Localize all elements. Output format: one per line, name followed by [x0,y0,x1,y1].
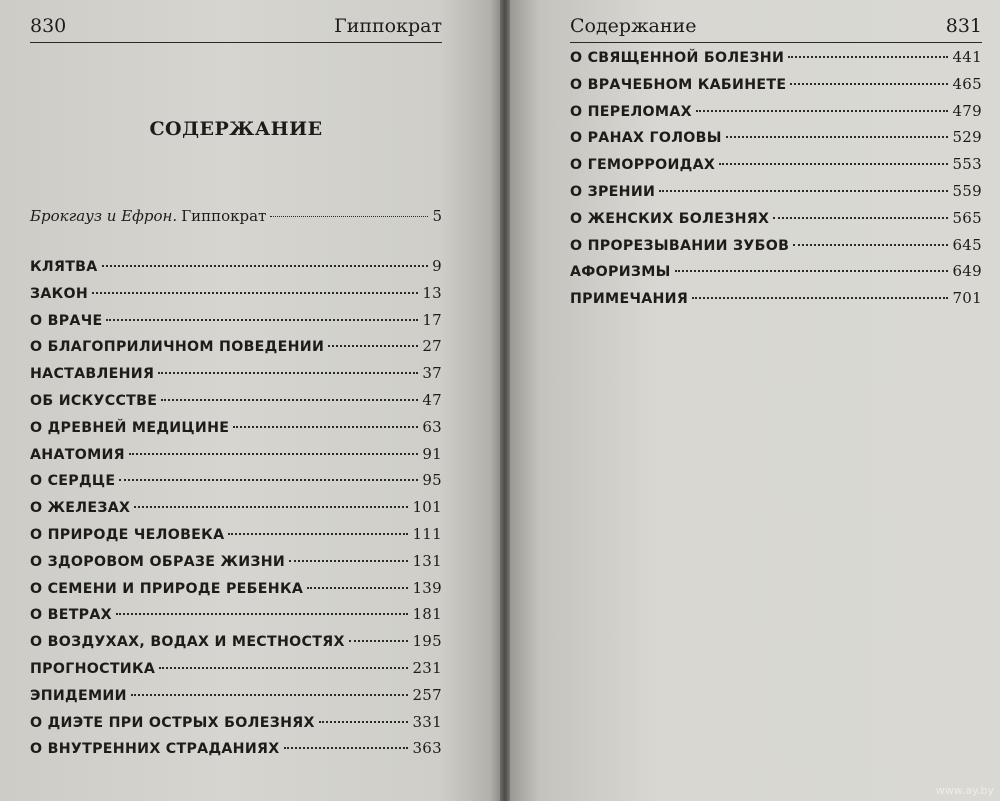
intro-entry [30,207,442,225]
dot-leader [659,190,948,192]
toc-entry-label: О ПРИРОДЕ ЧЕЛОВЕКА [30,526,225,543]
dot-leader [131,694,409,696]
toc-entry-page: 645 [952,235,982,254]
left-page-header [30,10,442,43]
toc-entry-page: 553 [952,155,982,174]
dot-leader [129,453,418,455]
toc-entry-page: 47 [422,390,442,409]
toc-entry-page: 701 [952,289,982,308]
toc-entry-page: 27 [422,337,442,356]
toc-entry-page: 131 [412,551,442,570]
toc-entry-page: 91 [422,444,442,463]
toc-entry [30,387,442,414]
dot-leader [233,426,418,428]
dot-leader [161,399,418,401]
toc-entry [30,709,442,736]
toc-entry-label: О ВОЗДУХАХ, ВОДАХ И МЕСТНОСТЯХ [30,634,345,651]
toc-entry-label: О СЕМЕНИ И ПРИРОДЕ РЕБЕНКА [30,580,304,597]
toc-entry-label: О ПЕРЕЛОМАХ [570,103,692,120]
toc-entry-page: 139 [412,578,442,597]
toc-entry-label: АНАТОМИЯ [30,446,125,463]
toc-entry-label: О ГЕМОРРОИДАХ [570,157,716,174]
toc-entry [30,360,442,387]
toc-entry-label: ЗАКОН [30,285,89,302]
toc-entry-page: 111 [412,524,442,543]
toc-entry [30,280,442,307]
dot-leader [158,372,418,374]
toc-entry-page: 101 [412,498,442,517]
toc-entry-page: 331 [412,712,442,731]
toc-entry-label: КЛЯТВА [30,259,98,275]
toc-entry-label: О ВРАЧЕБНОМ КАБИНЕТЕ [570,76,787,93]
toc-entry [570,71,982,98]
toc-entry-label: О РАНАХ ГОЛОВЫ [570,130,722,147]
toc-entry [570,232,982,259]
toc-entry [570,44,982,71]
toc-entry-label: О ВРАЧЕ [30,312,103,329]
toc-entry-page: 559 [952,181,982,200]
running-title: Гиппократ [334,15,442,37]
dot-leader [719,163,948,165]
toc-list-left [30,253,442,762]
dot-leader [773,217,948,219]
toc-entry [30,601,442,628]
intro-title: Гиппократ [181,207,267,225]
toc-entry [30,655,442,682]
running-title: Содержание [570,15,697,37]
toc-entry [570,151,982,178]
toc-entry [570,205,982,232]
dot-leader [328,345,418,347]
dot-leader [307,587,408,589]
toc-entry-label: АФОРИЗМЫ [570,264,671,281]
dot-leader [228,533,408,535]
toc-entry [30,441,442,468]
toc-entry-page: 231 [412,658,442,677]
dot-leader [134,506,408,508]
toc-entry-label: О ДРЕВНЕЙ МЕДИЦИНЕ [30,419,230,436]
dot-leader [270,216,428,217]
toc-entry-label: О ЖЕЛЕЗАХ [30,500,131,517]
toc-entry [570,258,982,285]
page-number: 830 [30,15,67,37]
toc-entry [30,494,442,521]
dot-leader [788,56,948,58]
right-page-header [570,10,982,43]
toc-entry-page: 195 [412,632,442,651]
toc-entry [30,307,442,334]
toc-entry-page: 17 [422,310,442,329]
toc-entry [30,414,442,441]
dot-leader [790,83,948,85]
toc-entry-page: 13 [422,283,442,302]
toc-entry [570,98,982,125]
page-number: 831 [945,15,982,37]
toc-entry-label: О ЗРЕНИИ [570,183,656,200]
toc-entry-label: О ПРОРЕЗЫВАНИИ ЗУБОВ [570,237,790,254]
toc-entry-page: 63 [422,417,442,436]
toc-entry-page: 529 [952,128,982,147]
dot-leader [289,560,408,562]
toc-list-right [570,44,982,312]
dot-leader [793,244,948,246]
toc-entry-label: О БЛАГОПРИЛИЧНОМ ПОВЕДЕНИИ [30,339,325,356]
toc-entry-page: 465 [952,74,982,93]
toc-entry-page: 257 [412,685,442,704]
toc-entry-label: О ВЕТРАХ [30,607,112,624]
dot-leader [675,270,949,272]
toc-entry [30,628,442,655]
toc-entry-label: ЭПИДЕМИИ [30,687,127,704]
dot-leader [92,292,418,294]
toc-entry-label: О ДИЭТЕ ПРИ ОСТРЫХ БОЛЕЗНЯХ [30,714,315,731]
toc-entry-page: 441 [952,48,982,66]
intro-page: 5 [432,207,442,225]
dot-leader [696,110,949,112]
toc-entry [30,333,442,360]
toc-entry [30,575,442,602]
dot-leader [726,136,949,138]
toc-entry [30,735,442,762]
toc-entry-page: 649 [952,262,982,281]
toc-entry-page: 37 [422,364,442,383]
toc-entry-page: 181 [412,605,442,624]
toc-entry-label: НАСТАВЛЕНИЯ [30,366,155,383]
dot-leader [349,640,409,642]
toc-entry-page: 95 [422,471,442,490]
toc-entry [30,682,442,709]
dot-leader [106,319,418,321]
toc-entry-label: ПРОГНОСТИКА [30,660,156,677]
toc-entry-page: 9 [432,257,442,275]
toc-entry-label: О СВЯЩЕННОЙ БОЛЕЗНИ [570,50,785,66]
toc-entry-page: 479 [952,101,982,120]
intro-author: Брокгауз и Ефрон. [30,207,178,225]
dot-leader [102,265,429,267]
toc-entry-page: 565 [952,208,982,227]
dot-leader [692,297,948,299]
watermark: www.ay.by [935,784,994,797]
section-title: СОДЕРЖАНИЕ [149,118,323,140]
toc-entry-label: О ЗДОРОВОМ ОБРАЗЕ ЖИЗНИ [30,553,286,570]
toc-entry-label: О СЕРДЦЕ [30,473,116,490]
dot-leader [116,613,409,615]
dot-leader [284,747,409,749]
toc-entry-page: 363 [412,739,442,758]
book-gutter [500,0,510,801]
dot-leader [119,479,418,481]
toc-entry [570,178,982,205]
toc-entry-label: ОБ ИСКУССТВЕ [30,392,158,409]
toc-entry-label: ПРИМЕЧАНИЯ [570,291,689,308]
toc-entry [570,285,982,312]
toc-entry-label: О ВНУТРЕННИХ СТРАДАНИЯХ [30,741,280,758]
toc-entry [570,124,982,151]
toc-entry-label: О ЖЕНСКИХ БОЛЕЗНЯХ [570,210,770,227]
toc-entry [30,467,442,494]
right-page [510,0,1000,801]
toc-entry [30,253,442,280]
toc-entry [30,521,442,548]
dot-leader [319,721,409,723]
toc-entry [30,548,442,575]
dot-leader [159,667,408,669]
